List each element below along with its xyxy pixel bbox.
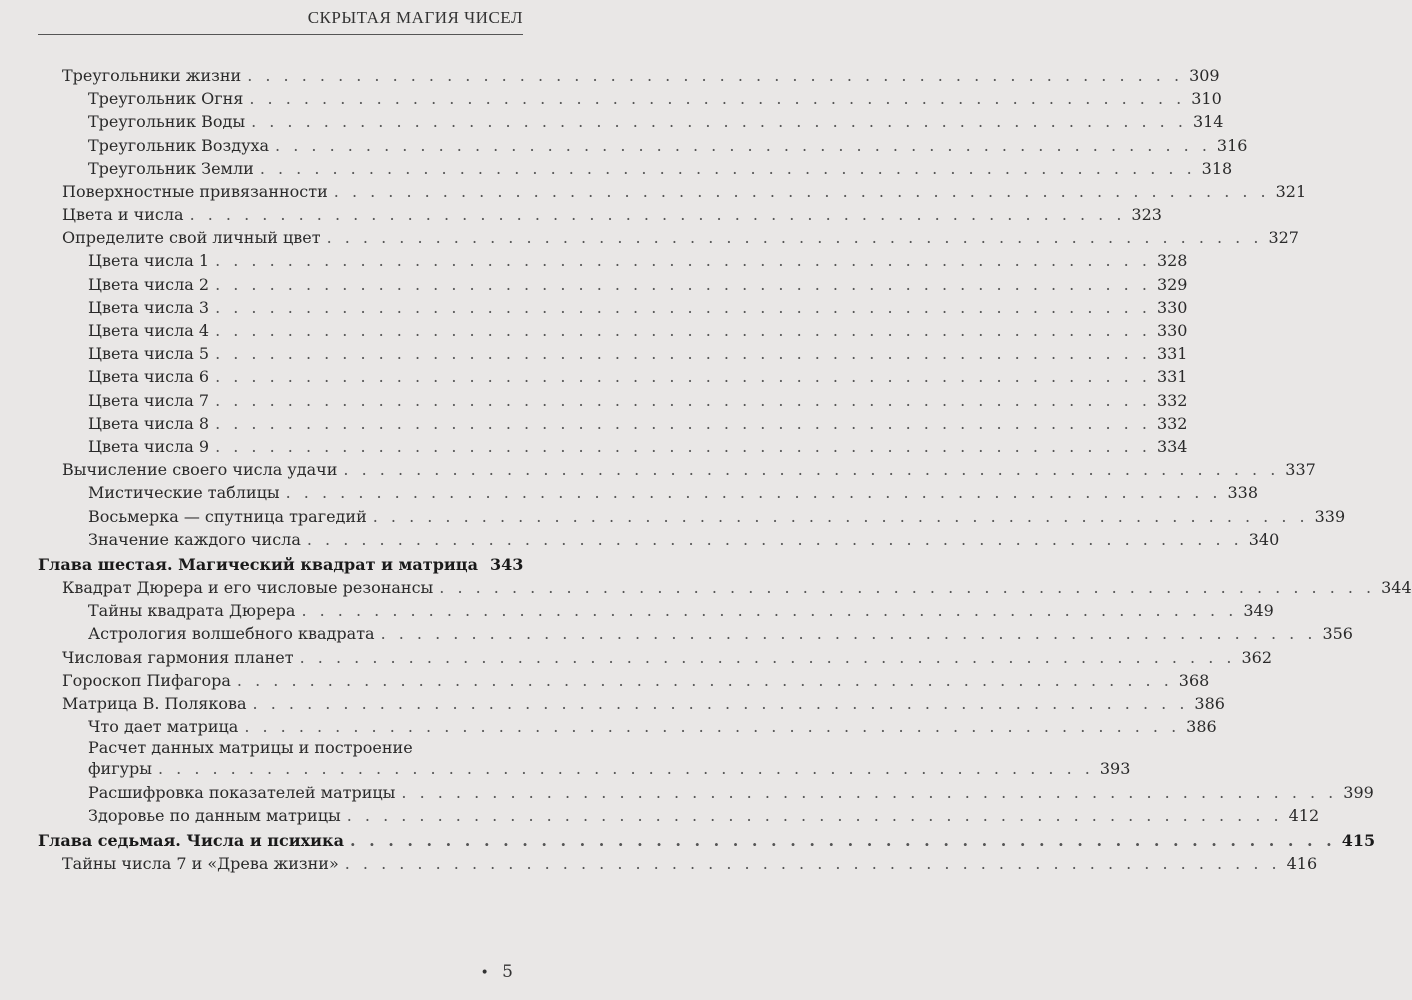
toc-entry-title: Матрица В. Полякова <box>62 694 247 714</box>
toc-entry <box>38 273 1188 296</box>
running-header-title: СКРЫТАЯ МАГИЯ ЧИСЕЛ <box>307 8 523 27</box>
toc-page-number: 331 <box>1156 344 1188 364</box>
toc-entry-title: Расшифровка показателей матрицы <box>88 782 396 802</box>
toc-row <box>62 203 1162 226</box>
toc-entry <box>38 458 1316 481</box>
toc-entry-title: Цвета числа 2 <box>88 274 210 294</box>
dot-leader: . . . . . . . . . . . . . . . . . . . . . . . . . . . . . . . . . . . . . . . . . . . . . . . . . . . . <box>349 830 1336 850</box>
toc-page-number: 316 <box>1216 135 1248 155</box>
toc-page-number: 412 <box>1288 805 1320 825</box>
toc-entry-title: Цвета числа 9 <box>88 436 210 456</box>
dot-leader: . . . . . . . . . . . . . . . . . . . . . . . . . . . . . . . . . . . . . . . . . . . . . . . . . . . . <box>380 624 1317 644</box>
toc-page-number: 330 <box>1156 321 1188 341</box>
toc-entry <box>38 623 1353 646</box>
toc-page-number: 349 <box>1243 601 1274 621</box>
toc-row <box>88 781 1374 804</box>
toc-entry <box>38 804 1320 827</box>
dot-leader: . . . . . . . . . . . . . . . . . . . . . . . . . . . . . . . . . . . . . . . . . . . . . . . . . . . . <box>215 251 1151 271</box>
toc-entry-title: Треугольник Воды <box>88 112 246 132</box>
toc-entry <box>38 412 1188 435</box>
page-footer <box>481 962 514 982</box>
toc-entry-title: Цвета числа 7 <box>88 390 210 410</box>
toc-page-number: 338 <box>1227 483 1259 503</box>
dot-leader: . . . . . . . . . . . . . . . . . . . . . . . . . . . . . . . . . . . . . . . . . . . . . . . . . . . . <box>215 367 1151 387</box>
toc-entry-title: Расчет данных матрицы и построение <box>88 738 413 758</box>
table-of-contents <box>38 64 1412 875</box>
dot-leader: . . . . . . . . . . . . . . . . . . . . . . . . . . . . . . . . . . . . . . . . . . . . . . . . . . . . <box>215 274 1151 294</box>
toc-row <box>38 553 524 576</box>
toc-entry <box>38 342 1188 365</box>
dot-leader: . . . . . . . . . . . . . . . . . . . . . . . . . . . . . . . . . . . . . . . . . . . . . . . . . . . . <box>215 321 1151 341</box>
toc-entry <box>38 505 1346 528</box>
toc-entry <box>38 365 1188 388</box>
dot-leader: . . . . . . . . . . . . . . . . . . . . . . . . . . . . . . . . . . . . . . . . . . . . . . . . . . . . <box>372 506 1309 526</box>
dot-leader: . . . . . . . . . . . . . . . . . . . . . . . . . . . . . . . . . . . . . . . . . . . . . . . . . . . . <box>236 670 1173 690</box>
toc-page-number: 332 <box>1156 390 1188 410</box>
dot-leader: . . . . . . . . . . . . . . . . . . . . . . . . . . . . . . . . . . . . . . . . . . . . . . . . . . . . <box>343 460 1280 480</box>
dot-leader: . . . . . . . . . . . . . . . . . . . . . . . . . . . . . . . . . . . . . . . . . . . . . . . . . . . . <box>247 65 1184 85</box>
toc-entry <box>38 319 1188 342</box>
toc-entry-title: Треугольник Огня <box>88 89 244 109</box>
toc-entry <box>38 738 1131 780</box>
toc-entry <box>38 481 1259 504</box>
toc-chapter <box>38 553 524 576</box>
dot-leader: . . . . . . . . . . . . . . . . . . . . . . . . . . . . . . . . . . . . . . . . . . . . . . . . . . . . <box>244 717 1181 737</box>
toc-entry-title: Восьмерка — спутница трагедий <box>88 506 367 526</box>
toc-page-number: 344 <box>1381 578 1412 598</box>
footer-bullet: • <box>480 965 489 981</box>
toc-entry <box>38 528 1280 551</box>
toc-page-number: 393 <box>1099 759 1131 779</box>
toc-row <box>38 829 1376 852</box>
toc-row <box>62 669 1210 692</box>
toc-entry-title: Тайны квадрата Дюрера <box>88 601 296 621</box>
toc-page-number: 331 <box>1156 367 1188 387</box>
toc-row <box>88 623 1353 646</box>
toc-page-number: 399 <box>1343 782 1374 802</box>
dot-leader: . . . . . . . . . . . . . . . . . . . . . . . . . . . . . . . . . . . . . . . . . . . . . . . . . . . . <box>215 344 1151 364</box>
dot-leader: . . . . . . . . . . . . . . . . . . . . . . . . . . . . . . . . . . . . . . . . . . . . . . . . . . . . <box>326 228 1263 248</box>
toc-entry <box>38 781 1374 804</box>
dot-leader: . . . . . . . . . . . . . . . . . . . . . . . . . . . . . . . . . . . . . . . . . . . . . . . . . . . . <box>439 578 1376 598</box>
page-number: 5 <box>502 962 513 982</box>
toc-entry <box>38 669 1210 692</box>
toc-entry-title-continued: фигуры <box>88 759 152 779</box>
toc-row <box>88 250 1188 273</box>
toc-row <box>88 389 1188 412</box>
dot-leader: . . . . . . . . . . . . . . . . . . . . . . . . . . . . . . . . . . . . . . . . . . . . . . . . . . . . <box>275 135 1211 155</box>
toc-row <box>62 64 1220 87</box>
toc-page-number: 309 <box>1189 65 1220 85</box>
dot-leader: . . . . . . . . . . . . . . . . . . . . . . . . . . . . . . . . . . . . . . . . . . . . . . . . . . . . <box>301 601 1238 621</box>
dot-leader: . . . . . . . . . . . . . . . . . . . . . . . . . . . . . . . . . . . . . . . . . . . . . . . . . . . . <box>157 759 1094 779</box>
dot-leader: . . . . . . . . . . . . . . . . . . . . . . . . . . . . . . . . . . . . . . . . . . . . . . . . . . . . <box>215 413 1151 433</box>
toc-page-number: 332 <box>1156 413 1188 433</box>
dot-leader: . . . . . . . . . . . . . . . . . . . . . . . . . . . . . . . . . . . . . . . . . . . . . . . . . . . . <box>333 181 1270 201</box>
toc-row <box>88 296 1188 319</box>
dot-leader: . . . . . . . . . . . . . . . . . . . . . . . . . . . . . . . . . . . . . . . . . . . . . . . . . . . . <box>215 436 1151 456</box>
toc-page-number: 314 <box>1192 112 1224 132</box>
toc-page-number: 328 <box>1156 251 1188 271</box>
toc-row <box>88 715 1217 738</box>
toc-entry <box>38 180 1307 203</box>
toc-page-number: 416 <box>1286 854 1318 874</box>
dot-leader: . . . . . . . . . . . . . . . . . . . . . . . . . . . . . . . . . . . . . . . . . . . . . . . . . . . . <box>189 205 1126 225</box>
toc-row <box>62 180 1307 203</box>
toc-entry <box>38 599 1274 622</box>
toc-row <box>88 365 1188 388</box>
toc-row <box>62 646 1273 669</box>
dot-leader: . . . . . . . . . . . . . . . . . . . . . . . . . . . . . . . . . . . . . . . . . . . . . . . . . . . . <box>344 854 1281 874</box>
toc-page-number: 415 <box>1341 830 1376 850</box>
toc-entry-title: Цвета числа 6 <box>88 367 210 387</box>
toc-entry-title: Глава седьмая. Числа и психика <box>38 830 344 850</box>
dot-leader: . . . . . . . . . . . . . . . . . . . . . . . . . . . . . . . . . . . . . . . . . . . . . . . . . . . . <box>249 89 1186 109</box>
dot-leader: . . . . . . . . . . . . . . . . . . . . . . . . . . . . . . . . . . . . . . . . . . . . . . . . . . . . <box>215 390 1151 410</box>
toc-entry-title: Мистические таблицы <box>88 483 280 503</box>
toc-row <box>88 435 1188 458</box>
toc-row <box>88 804 1320 827</box>
toc-page-number: 330 <box>1156 297 1188 317</box>
toc-entry-title: Что дает матрица <box>88 717 239 737</box>
toc-page-number: 329 <box>1156 274 1188 294</box>
toc-page-number: 339 <box>1314 506 1346 526</box>
toc-entry-title: Цвета числа 1 <box>88 251 210 271</box>
toc-page-number: 323 <box>1131 205 1162 225</box>
toc-row <box>62 226 1299 249</box>
toc-row <box>88 134 1248 157</box>
header-rule <box>38 34 523 35</box>
toc-page-number: 318 <box>1201 158 1233 178</box>
toc-entry-title: Здоровье по данным матрицы <box>88 805 341 825</box>
running-header <box>0 0 541 44</box>
toc-entry-title: Квадрат Дюрера и его числовые резонансы <box>62 578 434 598</box>
toc-row <box>88 87 1222 110</box>
toc-row <box>88 110 1224 133</box>
toc-entry <box>38 389 1188 412</box>
toc-entry <box>38 110 1224 133</box>
dot-leader: . . . . . . . . . . . . . . . . . . . . . . . . . . . . . . . . . . . . . . . . . . . . . . . . . . . . <box>346 805 1283 825</box>
toc-entry-title: Цвета и числа <box>62 205 184 225</box>
toc-entry <box>38 296 1188 319</box>
toc-entry <box>38 715 1217 738</box>
dot-leader: . . . . . . . . . . . . . . . . . . . . . . . . . . . . . . . . . . . . . . . . . . . . . . . . . . . . <box>252 694 1189 714</box>
toc-row <box>62 852 1318 875</box>
toc-entry-title: Цвета числа 8 <box>88 413 210 433</box>
toc-page-number: 362 <box>1241 647 1273 667</box>
toc-row <box>88 157 1233 180</box>
toc-row <box>88 757 1131 780</box>
toc-entry-title: Астрология волшебного квадрата <box>88 624 375 644</box>
toc-row <box>88 342 1188 365</box>
toc-row <box>62 576 1412 599</box>
toc-entry-title: Вычисление своего числа удачи <box>62 460 338 480</box>
toc-entry-title: Треугольник Земли <box>88 158 254 178</box>
toc-page-number: 340 <box>1248 529 1280 549</box>
toc-entry <box>38 435 1188 458</box>
toc-entry <box>38 646 1273 669</box>
dot-leader: . . . . . . . . . . . . . . . . . . . . . . . . . . . . . . . . . . . . . . . . . . . . . . . . . . . . <box>251 112 1187 132</box>
toc-entry <box>38 87 1222 110</box>
toc-entry-title: Треугольники жизни <box>62 65 242 85</box>
toc-entry <box>38 134 1248 157</box>
dot-leader: . . . . . . . . . . . . . . . . . . . . . . . . . . . . . . . . . . . . . . . . . . . . . . . . . . . . <box>285 483 1222 503</box>
toc-entry <box>38 203 1162 226</box>
dot-leader: . . . . . . . . . . . . . . . . . . . . . . . . . . . . . . . . . . . . . . . . . . . . . . . . . . . . <box>259 158 1196 178</box>
toc-entry <box>38 852 1318 875</box>
toc-page-number: 368 <box>1178 670 1210 690</box>
toc-row <box>88 319 1188 342</box>
dot-leader: . . . . . . . . . . . . . . . . . . . . . . . . . . . . . . . . . . . . . . . . . . . . . . . . . . . . <box>401 782 1338 802</box>
toc-entry <box>38 692 1225 715</box>
toc-entry-title: Цвета числа 5 <box>88 344 210 364</box>
toc-page-number: 334 <box>1156 436 1188 456</box>
dot-leader: . . . . . . . . . . . . . . . . . . . . . . . . . . . . . . . . . . . . . . . . . . . . . . . . . . . . <box>215 297 1151 317</box>
toc-row <box>88 412 1188 435</box>
toc-entry-title: Цвета числа 3 <box>88 297 210 317</box>
toc-entry <box>38 576 1412 599</box>
dot-leader: . . . . . . . . . . . . . . . . . . . . . . . . . . . . . . . . . . . . . . . . . . . . . . . . . . . . <box>306 529 1243 549</box>
toc-entry-title: Определите свой личный цвет <box>62 228 321 248</box>
toc-entry-title: Цвета числа 4 <box>88 321 210 341</box>
toc-entry <box>38 250 1188 273</box>
toc-page-number: 343 <box>489 554 524 574</box>
toc-entry <box>38 157 1233 180</box>
toc-page-number: 310 <box>1191 89 1222 109</box>
toc-row <box>88 599 1274 622</box>
toc-row <box>88 273 1188 296</box>
toc-page-number: 327 <box>1268 228 1299 248</box>
toc-page-number: 321 <box>1275 181 1307 201</box>
toc-row <box>62 692 1225 715</box>
toc-entry <box>38 64 1220 87</box>
toc-page-number: 386 <box>1194 694 1225 714</box>
toc-row <box>88 528 1280 551</box>
toc-page-number: 386 <box>1186 717 1217 737</box>
toc-row <box>88 481 1259 504</box>
toc-entry-title: Треугольник Воздуха <box>88 135 270 155</box>
toc-chapter <box>38 829 1376 852</box>
toc-row <box>88 505 1346 528</box>
toc-entry-title: Значение каждого числа <box>88 529 301 549</box>
toc-entry-title: Числовая гармония планет <box>62 647 294 667</box>
toc-entry-title: Глава шестая. Магический квадрат и матрица <box>38 554 478 574</box>
toc-page-number: 337 <box>1285 460 1316 480</box>
toc-entry-title: Гороскоп Пифагора <box>62 670 231 690</box>
toc-row <box>62 458 1316 481</box>
toc-entry <box>38 226 1299 249</box>
dot-leader: . . . . . . . . . . . . . . . . . . . . . . . . . . . . . . . . . . . . . . . . . . . . . . . . . . . . <box>299 647 1236 667</box>
toc-entry-title: Поверхностные привязанности <box>62 181 328 201</box>
toc-entry-title: Тайны числа 7 и «Древа жизни» <box>62 854 339 874</box>
toc-page-number: 356 <box>1322 624 1353 644</box>
